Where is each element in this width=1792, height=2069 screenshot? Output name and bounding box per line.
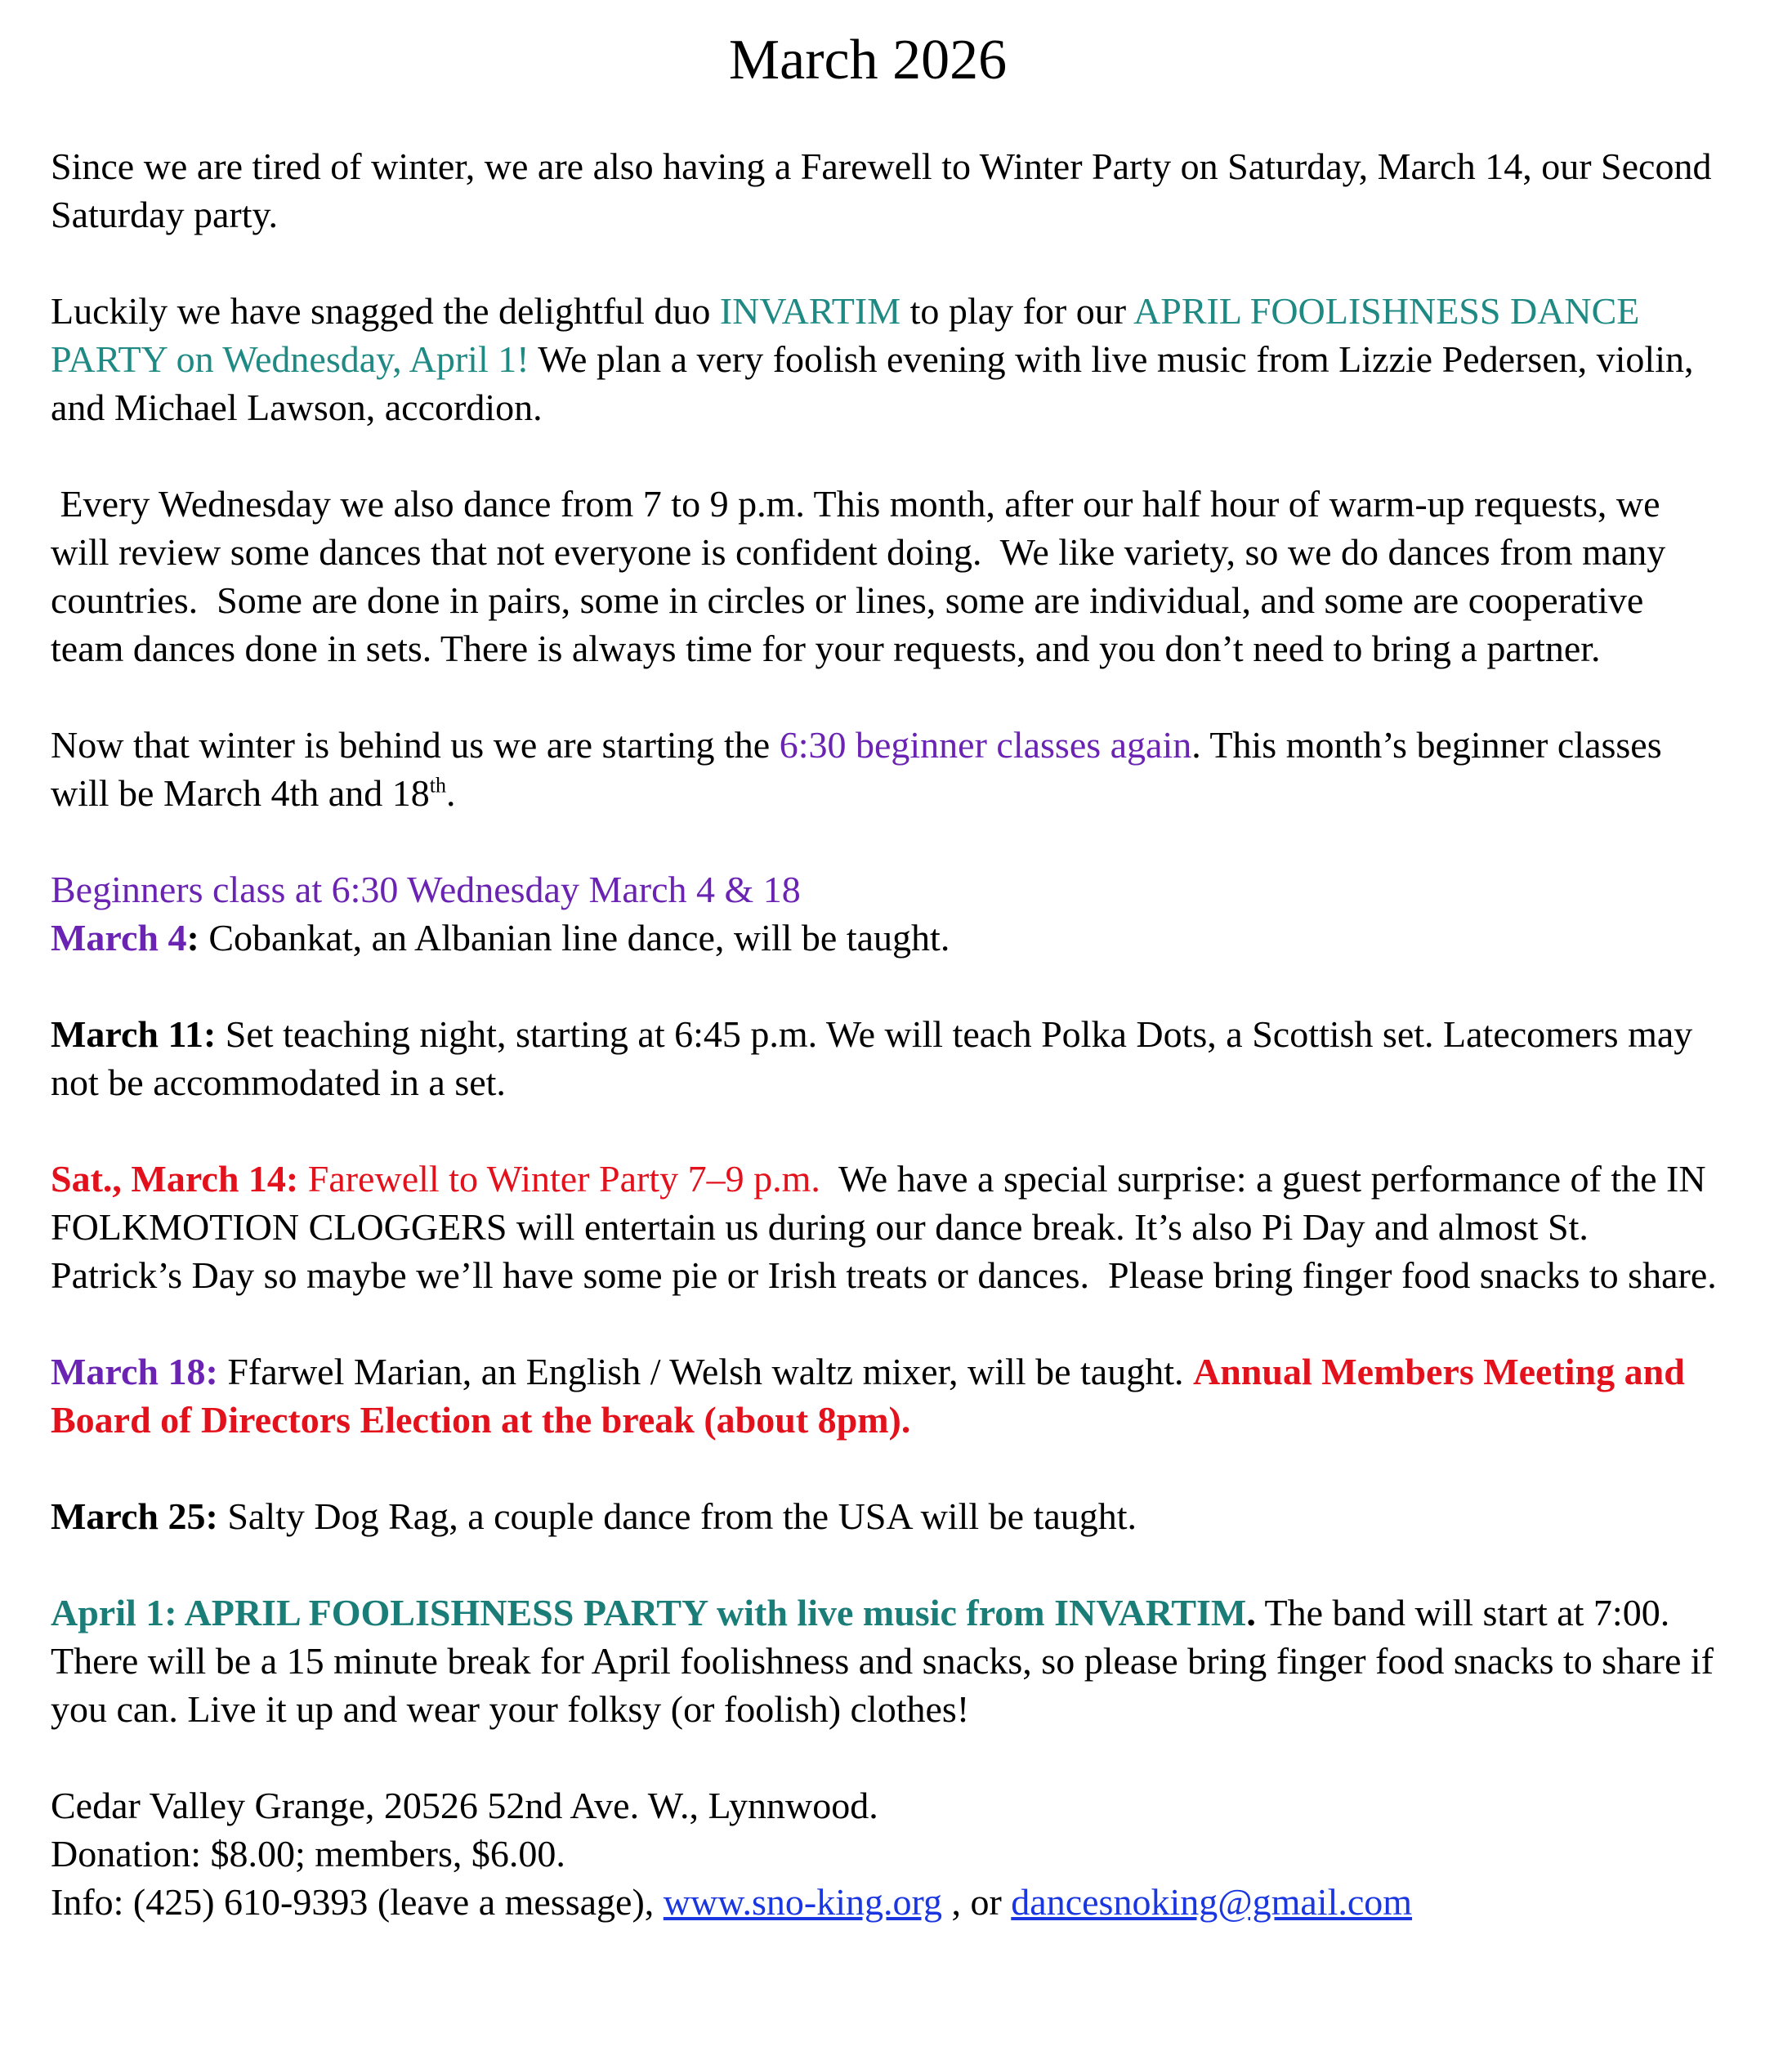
footer-info-mid: , or <box>941 1881 1012 1923</box>
march14-label: Sat., March 14: <box>51 1158 299 1200</box>
march25-label: March 25: <box>51 1495 218 1537</box>
march4-text: Cobankat, an Albanian line dance, will be taught. <box>199 917 950 959</box>
march4-label: March 4 <box>51 917 187 959</box>
march14-event: Farewell to Winter Party 7–9 p.m. <box>298 1158 820 1200</box>
march18-text: Ffarwel Marian, an English / Welsh waltz mixer, will be taught. <box>217 1351 1193 1392</box>
invartim-party-name: APRIL FOOLISHNESS DANCE PARTY on Wednesday, April 1! <box>51 290 1640 380</box>
april1-label: April 1: APRIL FOOLISHNESS PARTY with live music from INVARTIM <box>51 1592 1247 1633</box>
invartim-mid: to play for our <box>900 290 1134 332</box>
beginner-tail: . This month’s beginner classes will be March 4th and 18 <box>51 724 1662 814</box>
beginner-paragraph <box>51 721 1726 817</box>
april1-text: The band will start at 7:00. There will be a 15 minute break for April foolishness and snacks, so please bring finger food snacks to share if you can. Live it up and wear your folksy (or foolish) clothes! <box>51 1592 1714 1730</box>
march4-entry <box>51 914 1726 962</box>
march11-label: March 11: <box>51 1013 217 1055</box>
april1-period: . <box>1246 1592 1256 1633</box>
march11-entry <box>51 1010 1726 1106</box>
march11-text: Set teaching night, starting at 6:45 p.m. We will teach Polka Dots, a Scottish set. Latecomers may not be accommodated in a set. <box>51 1013 1693 1103</box>
beginner-end: . <box>445 772 456 814</box>
april1-entry <box>51 1589 1726 1733</box>
footer-info-lead: Info: (425) 610-9393 (leave a message), <box>51 1881 664 1923</box>
beginner-highlight: 6:30 beginner classes again <box>779 724 1192 766</box>
march18-entry <box>51 1347 1726 1444</box>
intro-paragraph: Since we are tired of winter, we are also having a Farewell to Winter Party on Saturday, March 14, our Second Saturday party. <box>51 145 1712 235</box>
invartim-lead: Luckily we have snagged the delightful duo <box>51 290 720 332</box>
wednesday-paragraph: Every Wednesday we also dance from 7 to 9 p.m. This month, after our half hour of warm-up requests, we will review some dances that not everyone is confident doing. We like variety, so we do dances from many countries. Some are done in pairs, some in circles or lines, some are individual, and some are cooperative team dances done in sets. There is always time for your requests, and you don’t need to bring a partner. <box>51 483 1675 669</box>
beginner-lead: Now that winter is behind us we are starting the <box>51 724 780 766</box>
march18-label: March 18: <box>51 1351 218 1392</box>
footer-location: Cedar Valley Grange, 20526 52nd Ave. W., Lynnwood. <box>51 1785 878 1826</box>
newsletter-document <box>51 25 1726 1926</box>
march14-entry <box>51 1155 1726 1299</box>
march18-notice: Annual Members Meeting and Board of Directors Election at the break (about 8pm). <box>51 1351 1685 1441</box>
march25-entry <box>51 1492 1726 1540</box>
march25-text: Salty Dog Rag, a couple dance from the USA will be taught. <box>217 1495 1137 1537</box>
beginners-heading: Beginners class at 6:30 Wednesday March 4 & 18 <box>51 869 801 910</box>
invartim-paragraph <box>51 287 1726 431</box>
website-link[interactable]: www.sno-king.org <box>663 1881 942 1923</box>
footer-donation: Donation: $8.00; members, $6.00. <box>51 1833 565 1875</box>
email-link[interactable]: dancesnoking@gmail.com <box>1011 1881 1413 1923</box>
march14-text: We have a special surprise: a guest performance of the IN FOLKMOTION CLOGGERS will entertain us during our dance break. It’s also Pi Day and almost St. Patrick’s Day so maybe we’ll have some pie or Irish treats or dances. Please bring finger food snacks to share. <box>51 1158 1717 1296</box>
footer-info <box>51 1878 1726 1926</box>
invartim-tail: We plan a very foolish evening with live music from Lizzie Pedersen, violin, and Michael Lawson, accordion. <box>51 338 1694 428</box>
march4-colon: : <box>186 917 199 959</box>
page-title: March 2026 <box>728 29 1008 92</box>
invartim-band-name: INVARTIM <box>719 290 901 332</box>
beginner-superscript: th <box>429 773 446 798</box>
